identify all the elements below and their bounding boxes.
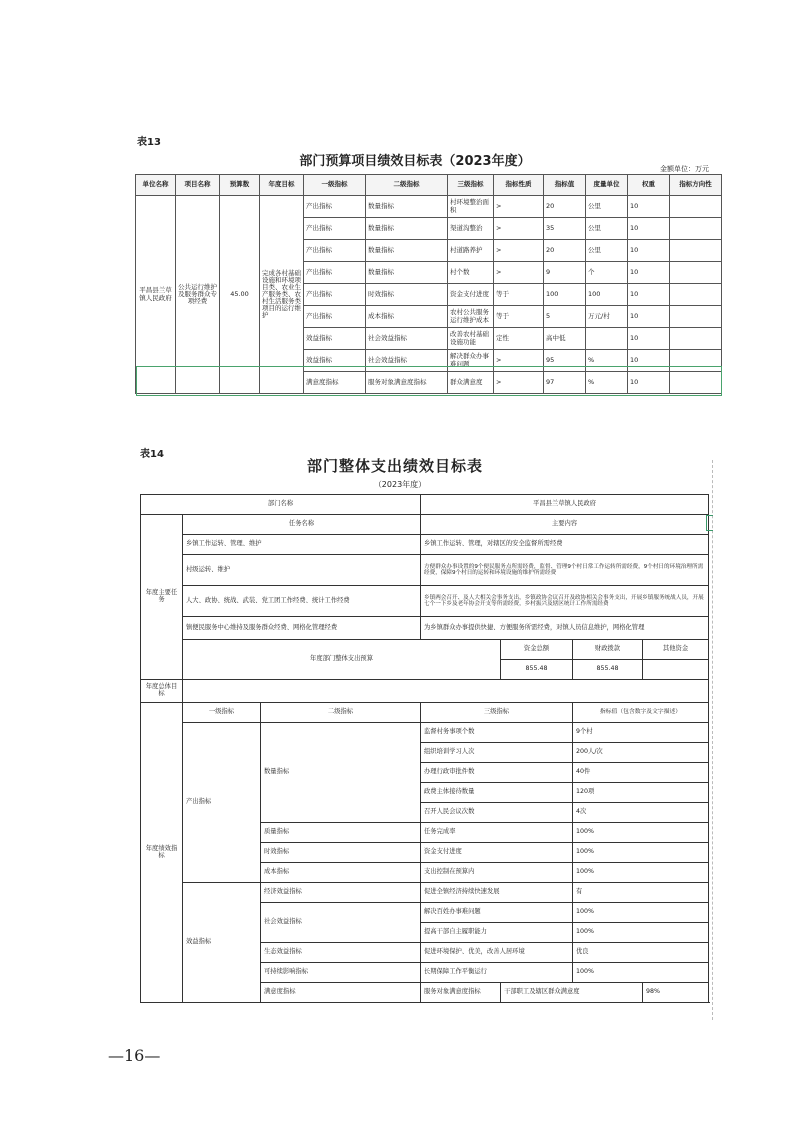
indicator-value: 200人/次 — [573, 743, 709, 763]
indicator-value: 100% — [573, 863, 709, 883]
indicator-header-row — [141, 703, 709, 723]
cell: 个 — [586, 262, 628, 284]
col-header: 预算数 — [220, 175, 260, 196]
indicator-name: 政费主体接待数量 — [421, 783, 573, 803]
fund-value: 855.48 — [573, 660, 643, 680]
annual-goal-value — [183, 680, 709, 703]
cell — [670, 328, 722, 350]
cell: 9 — [544, 262, 586, 284]
indicator-name: 提高干部自主履职能力 — [421, 923, 573, 943]
cell: 成本指标 — [366, 306, 448, 328]
cell: 数量指标 — [366, 240, 448, 262]
indicator-value: 100% — [573, 903, 709, 923]
task-row — [141, 535, 709, 555]
cell: 20 — [544, 240, 586, 262]
cell: > — [494, 218, 544, 240]
cell: 等于 — [494, 306, 544, 328]
cell: 社会效益指标 — [366, 350, 448, 372]
perf-label: 年度绩效指标 — [141, 703, 183, 1003]
table14-title: 部门整体支出绩效目标表 — [306, 457, 483, 475]
cell: 资金支付进度 — [448, 284, 494, 306]
col-header: 指标值 — [544, 175, 586, 196]
cell: 产出指标 — [304, 284, 366, 306]
cell: 产出指标 — [304, 218, 366, 240]
cell: 定性 — [494, 328, 544, 350]
level2-label: 时效指标 — [261, 843, 421, 863]
table13-unit: 金额单位：万元 — [660, 165, 709, 173]
benefit-label: 效益指标 — [183, 883, 261, 1003]
table13-title: 部门预算项目绩效目标表（2023年度） — [299, 154, 531, 169]
cell: 10 — [628, 240, 670, 262]
indicator-name: 资金支付进度 — [421, 843, 573, 863]
cell: > — [494, 196, 544, 218]
cell: 万元/村 — [586, 306, 628, 328]
indicator-value: 9个村 — [573, 723, 709, 743]
budget-cell: 45.00 — [220, 196, 260, 394]
cell — [670, 306, 722, 328]
indicator-name: 促进环境保护、优美，改善人居环境 — [421, 943, 573, 963]
cell: 100 — [544, 284, 586, 306]
indicator-value: 120项 — [573, 783, 709, 803]
cell: 产出指标 — [304, 240, 366, 262]
cell: 5 — [544, 306, 586, 328]
cell: 高中低 — [544, 328, 586, 350]
cell — [670, 240, 722, 262]
level2-label: 经济效益指标 — [261, 883, 421, 903]
indicator-value: 100% — [573, 843, 709, 863]
indicator-value: 4次 — [573, 803, 709, 823]
satisfaction-label: 满意度指标 — [261, 983, 421, 1003]
task-header-row — [141, 515, 709, 535]
level2-label: 可持续影响指标 — [261, 963, 421, 983]
cell: 等于 — [494, 284, 544, 306]
task-content: 乡镇两会召开、及人大相关会事务支出，乡镇政协会议召开及政协相关会事务支出，开展乡镇服务统战人员，开展七个一下乡及老年协会开支等所需经费，乡村振兴及辖区统计工作所需经费 — [421, 586, 709, 617]
project-name-cell: 公共运行维护及服务群众专项经费 — [176, 196, 220, 394]
ind-header: 二级指标 — [261, 703, 421, 723]
indicator-name: 任务完成率 — [421, 823, 573, 843]
cell: 10 — [628, 284, 670, 306]
cell: 渠道沟整治 — [448, 218, 494, 240]
fund-value — [643, 660, 709, 680]
level2-label: 社会效益指标 — [261, 903, 421, 943]
table14 — [140, 494, 709, 1003]
cell — [670, 284, 722, 306]
annual-goal-row — [141, 680, 709, 703]
level2-label: 生态效益指标 — [261, 943, 421, 963]
col-header: 指标方向性 — [670, 175, 722, 196]
indicator-row — [141, 883, 709, 903]
cell: 10 — [628, 372, 670, 394]
indicator-name: 长期保障工作平衡运行 — [421, 963, 573, 983]
table-row — [136, 196, 722, 218]
cell: 数量指标 — [366, 262, 448, 284]
level2-label: 服务对象满意度指标 — [421, 983, 501, 1003]
fund-header: 资金总额 — [501, 640, 573, 660]
table14-label: 表14 — [140, 449, 164, 460]
indicator-value: 100% — [573, 963, 709, 983]
cell — [586, 328, 628, 350]
budget-label: 年度部门整体支出预算 — [183, 640, 501, 680]
cell: 产出指标 — [304, 306, 366, 328]
table13-label: 表13 — [137, 137, 161, 148]
task-name: 村级运转、维护 — [183, 555, 421, 586]
dept-label: 部门名称 — [141, 495, 421, 515]
cell: 10 — [628, 196, 670, 218]
col-header: 年度目标 — [260, 175, 304, 196]
cell: 服务对象满意度指标 — [366, 372, 448, 394]
cell: 满意度指标 — [304, 372, 366, 394]
cell: 公里 — [586, 218, 628, 240]
col-header: 三级指标 — [448, 175, 494, 196]
cell: % — [586, 372, 628, 394]
cell: > — [494, 350, 544, 372]
fund-value: 855.48 — [501, 660, 573, 680]
cell: 村环境整治面积 — [448, 196, 494, 218]
annual-goal-cell: 完成各村基础设施和环境项目类、农业生产服务类、农村生活服务类项目的运行维护 — [260, 196, 304, 394]
cell: 公里 — [586, 196, 628, 218]
annual-goal-label: 年度总体目标 — [141, 680, 183, 703]
indicator-name: 召开人民会议次数 — [421, 803, 573, 823]
cell: 农村公共服务运行维护成本 — [448, 306, 494, 328]
cell: 95 — [544, 350, 586, 372]
cell: > — [494, 262, 544, 284]
task-name: 镇便民服务中心维持及服务群众经费、网格化管理经费 — [183, 617, 421, 640]
cell: 改善农村基础设施功能 — [448, 328, 494, 350]
output-label: 产出指标 — [183, 723, 261, 883]
indicator-name: 组织培训学习人次 — [421, 743, 573, 763]
cell: 社会效益指标 — [366, 328, 448, 350]
task-row — [141, 617, 709, 640]
cell: 村道路养护 — [448, 240, 494, 262]
indicator-name: 监督村务事项个数 — [421, 723, 573, 743]
indicator-value: 100% — [573, 823, 709, 843]
indicator-value: 98% — [643, 983, 709, 1003]
task-content: 为乡镇群众办事提供快捷、方便服务所需经费，对镇人员信息维护，网格化管理 — [421, 617, 709, 640]
cell: 97 — [544, 372, 586, 394]
cell: 20 — [544, 196, 586, 218]
budget-row — [141, 640, 709, 660]
cell: % — [586, 350, 628, 372]
page-edge-guide — [712, 460, 713, 1020]
selection-highlight — [136, 366, 722, 396]
cell: > — [494, 372, 544, 394]
indicator-name: 支出控制在预算内 — [421, 863, 573, 883]
cell: 35 — [544, 218, 586, 240]
col-header: 权重 — [628, 175, 670, 196]
cell: 10 — [628, 350, 670, 372]
level2-label: 质量指标 — [261, 823, 421, 843]
task-row — [141, 586, 709, 617]
dept-value: 平昌县兰草镇人民政府 — [421, 495, 709, 515]
indicator-value: 优良 — [573, 943, 709, 963]
cell — [670, 218, 722, 240]
cell: 10 — [628, 328, 670, 350]
fund-header: 其他资金 — [643, 640, 709, 660]
cell: 村个数 — [448, 262, 494, 284]
text-cursor-mark — [706, 515, 713, 531]
annual-task-label: 年度主要任务 — [141, 515, 183, 680]
dept-row — [141, 495, 709, 515]
ind-header: 指标值（包含数字及文字描述） — [573, 703, 709, 723]
cell — [670, 196, 722, 218]
page-number: —16— — [108, 1046, 161, 1065]
cell: 群众满意度 — [448, 372, 494, 394]
cell: > — [494, 240, 544, 262]
cell: 解决群众办事难问题 — [448, 350, 494, 372]
cell: 效益指标 — [304, 328, 366, 350]
indicator-value: 有 — [573, 883, 709, 903]
task-name: 人大、政协、统战、武装、党工团工作经费、统计工作经费 — [183, 586, 421, 617]
col-header: 指标性质 — [494, 175, 544, 196]
cell: 10 — [628, 218, 670, 240]
fund-header: 财政拨款 — [573, 640, 643, 660]
cell: 时效指标 — [366, 284, 448, 306]
col-header: 单位名称 — [136, 175, 176, 196]
cell: 数量指标 — [366, 196, 448, 218]
level2-label: 成本指标 — [261, 863, 421, 883]
table14-year: （2023年度） — [373, 480, 427, 489]
cell: 公里 — [586, 240, 628, 262]
ind-header: 三级指标 — [421, 703, 573, 723]
cell: 100 — [586, 284, 628, 306]
task-content-header: 主要内容 — [421, 515, 709, 535]
cell: 数量指标 — [366, 218, 448, 240]
indicator-value: 100% — [573, 923, 709, 943]
indicator-name: 办理行政审批件数 — [421, 763, 573, 783]
table13-header-row — [136, 175, 722, 196]
cell — [670, 262, 722, 284]
task-content: 方便群众办事设置的9个便民服务点所需经费，监督、管理9个村日常工作运转所需经费，9个村日的环境治理所需经费，保障9个村日的运转和环境设施的维护所需经费 — [421, 555, 709, 586]
qty-label: 数量指标 — [261, 723, 421, 823]
indicator-row — [141, 723, 709, 743]
ind-header: 一级指标 — [183, 703, 261, 723]
task-name: 乡镇工作运转、管理、维护 — [183, 535, 421, 555]
indicator-value: 40件 — [573, 763, 709, 783]
col-header: 一级指标 — [304, 175, 366, 196]
task-row — [141, 555, 709, 586]
cell: 10 — [628, 306, 670, 328]
indicator-name: 促进全镇经济持续快速发展 — [421, 883, 573, 903]
unit-name-cell: 平昌县兰草镇人民政府 — [136, 196, 176, 394]
indicator-name: 解决百姓办事难问题 — [421, 903, 573, 923]
cell: 产出指标 — [304, 196, 366, 218]
table13 — [135, 174, 722, 394]
col-header: 度量单位 — [586, 175, 628, 196]
cell: 效益指标 — [304, 350, 366, 372]
col-header: 二级指标 — [366, 175, 448, 196]
task-name-header: 任务名称 — [183, 515, 421, 535]
task-content: 乡镇工作运转、管理，对辖区的安全监督所需经费 — [421, 535, 709, 555]
indicator-name: 干部职工及辖区群众满意度 — [501, 983, 643, 1003]
cell: 10 — [628, 262, 670, 284]
cell: 产出指标 — [304, 262, 366, 284]
col-header: 项目名称 — [176, 175, 220, 196]
